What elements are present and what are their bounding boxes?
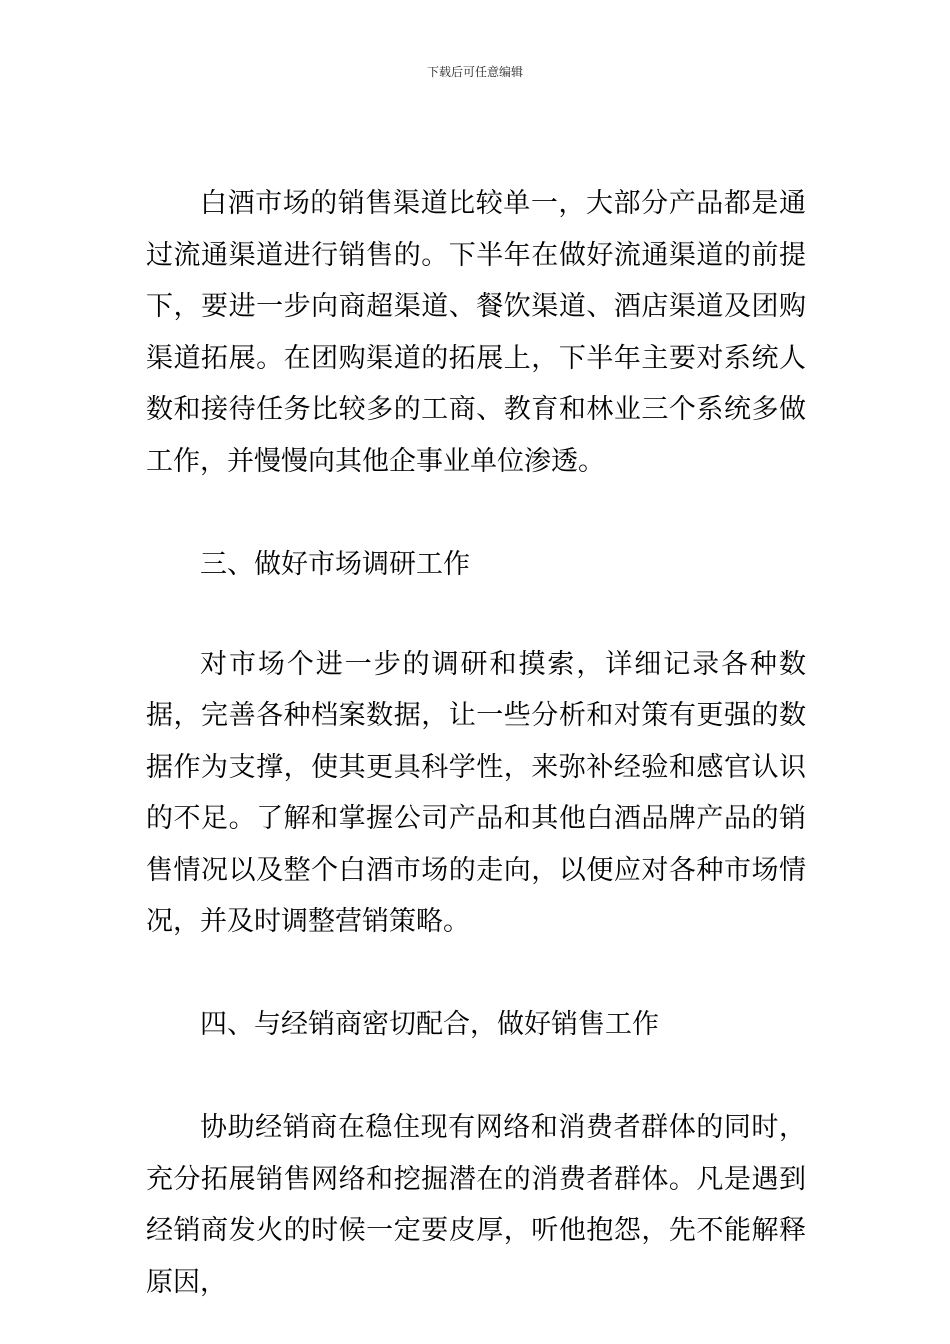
section-heading-distributor-cooperation: 四、与经销商密切配合，做好销售工作 bbox=[200, 1008, 659, 1040]
page-header: 下载后可任意编辑 bbox=[426, 65, 523, 79]
paragraph-market-research: 对市场个进一步的调研和摸索，详细记录各种数据，完善各种档案数据，让一些分析和对策有更强的数据作为支撑，使其更具科学性，来弥补经验和感官认识的不足。了解和掌握公司产品和其他白酒品牌产品的销售情况以及整个白酒市场的走向，以便应对各种市场情况，并及时调整营销策略。 bbox=[146, 648, 806, 937]
document-body bbox=[146, 178, 806, 1308]
section-spacer bbox=[146, 487, 806, 539]
section-spacer bbox=[146, 591, 806, 639]
paragraph-distributor-cooperation: 协助经销商在稳住现有网络和消费者群体的同时，充分拓展销售网络和挖掘潜在的消费者群体。凡是遇到经销商发火的时候一定要皮厚，听他抱怨，先不能解释原因， bbox=[146, 1112, 806, 1298]
section-heading-market-research: 三、做好市场调研工作 bbox=[200, 549, 470, 580]
section-spacer bbox=[146, 1050, 806, 1102]
section-spacer bbox=[146, 948, 806, 999]
paragraph-sales-channels: 白酒市场的销售渠道比较单一，大部分产品都是通过流通渠道进行销售的。下半年在做好流通渠道的前提下，要进一步向商超渠道、餐饮渠道、酒店渠道及团购渠道拓展。在团购渠道的拓展上，下半年主要对系统人数和接待任务比较多的工商、教育和林业三个系统多做工作，并慢慢向其他企事业单位渗透。 bbox=[146, 188, 806, 477]
